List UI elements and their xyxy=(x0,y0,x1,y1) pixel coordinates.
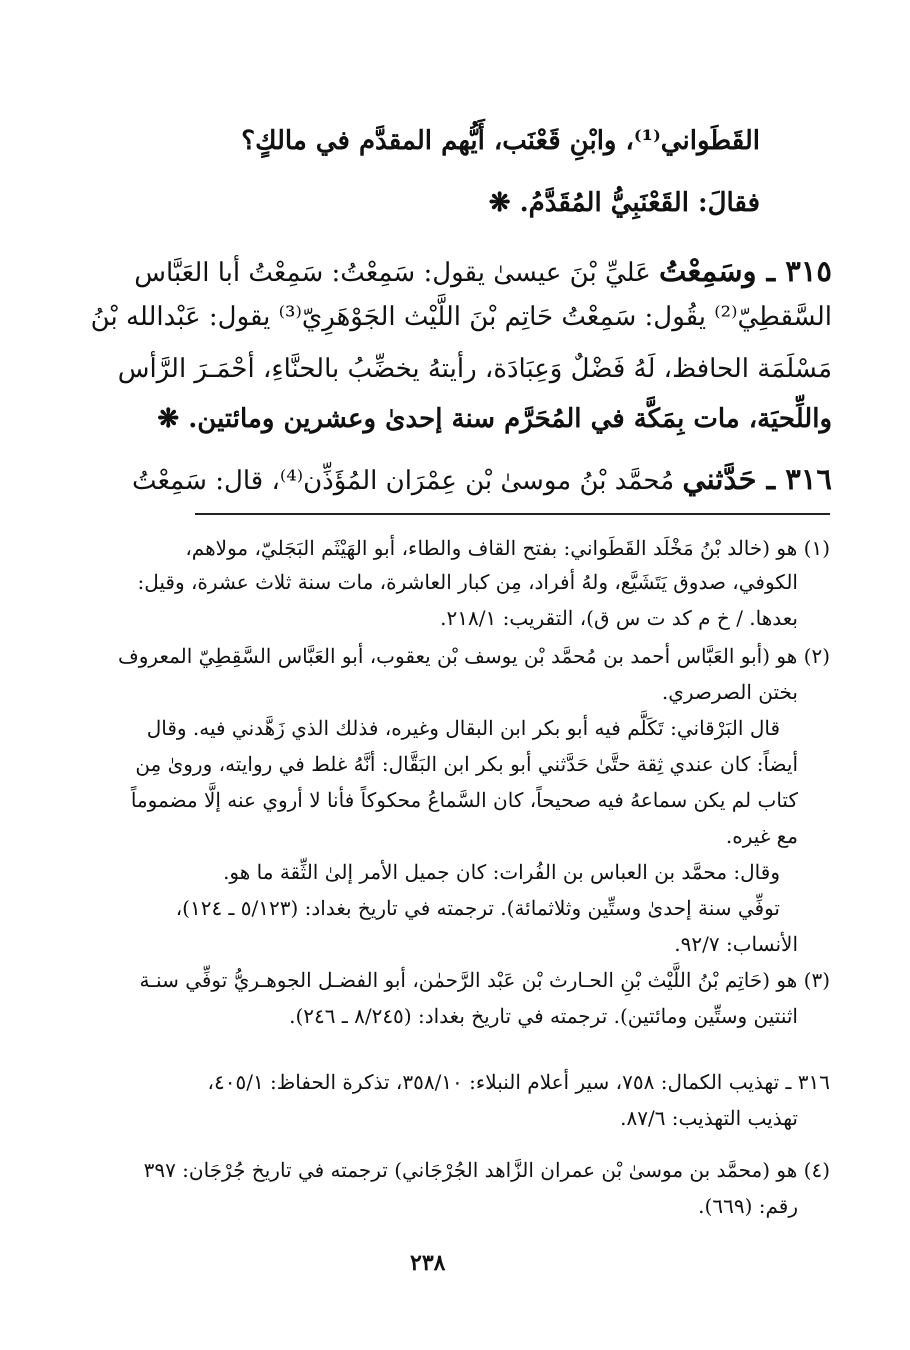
footnote-2-line-6: مع غيره. xyxy=(725,824,798,848)
entry-315-line xyxy=(134,254,832,288)
entry-315-heading: ٣١٥ ـ وسَمِعْتُ xyxy=(659,254,832,288)
note-316-line-2: تهذيب التهذيب: ٨٧/٦. xyxy=(620,1106,798,1130)
footnote-2-line-2: بختن الصرصري. xyxy=(661,680,798,704)
footnote-2-line-9: الأنساب: ٩٢/٧. xyxy=(674,932,798,956)
main-line-2: فقالَ: القَعْنَبِيُّ المُقَدَّمُ. ❋ xyxy=(488,188,760,218)
footnote-2-line-1: (٢) هو (أبو العَبَّاس أحمد بن مُحمَّد بْن يوسف بْن يعقوب، أبو العَبَّاس السَّقِطِيّ المعروف xyxy=(118,644,830,668)
main-line-4: السَّقطِيّ⁽²⁾ يقُول: سَمِعْتُ حَاتِم بْنَ اللَّيْث الجَوْهَرِيّ⁽³⁾ يقول: عَبْدالله بْنُ xyxy=(90,302,832,332)
footnote-divider xyxy=(195,513,830,515)
main-line-5: مَسْلَمَة الحافظ، لَهُ فَضْلٌ وَعِبَادَة، رأيتهُ يخضِّبُ بالحنَّاءِ، أحْمَـرَ الرَّأس xyxy=(117,354,832,384)
footnote-4-line-2: رقم: (٦٦٩). xyxy=(698,1194,798,1218)
footnote-3-line-2: اثنتين وستِّين ومائتين). ترجمته في تاريخ بغداد: (٨/٢٤٥ ـ ٢٤٦). xyxy=(289,1004,798,1028)
entry-316-text: مُحمَّد بْنُ موسىٰ بْن عِمْرَان المُؤَذِّن⁽⁴⁾، قال: سَمِعْتُ xyxy=(132,466,675,496)
footnote-2-line-8: توفِّي سنة إحدىٰ وستِّين وثلاثمائة). ترجمته في تاريخ بغداد: (٥/١٢٣ ـ ١٢٤)، xyxy=(175,896,780,920)
main-line-1: القَطَواني⁽¹⁾، وابْنِ قَعْنَب، أَيُّهم المقدَّم في مالكٍ؟ xyxy=(241,126,760,156)
note-316-line-1: ٣١٦ ـ تهذيب الكمال: ٧٥٨، سير أعلام النبلاء: ٣٥٨/١٠، تذكرة الحفاظ: ٤٠٥/١، xyxy=(207,1070,830,1094)
footnote-2-line-3: قال البَرْقاني: تَكَلَّم فيه أبو بكر ابن البقال وغيره، فذلك الذي زَهَّدني فيه. وقال xyxy=(146,716,780,740)
entry-315-text: عَليِّ بْنَ عيسىٰ يقول: سَمِعْتُ: سَمِعْتُ أبا العَبَّاس xyxy=(134,258,651,288)
footnote-1-line-3: بعدها. / خ م كد ت س ق)، التقريب: ٢١٨/١. xyxy=(440,606,798,630)
footnote-1-line-2: الكوفي، صدوق يَتَشَيَّع، ولهُ أفراد، مِن كبار العاشرة، مات سنة ثلاث عشرة، وقيل: xyxy=(137,570,798,594)
footnote-4-line-1: (٤) هو (محمَّد بن موسىٰ بْن عمران الزَّاهد الجُرْجَاني) ترجمته في تاريخ جُرْجَان: ٣٩٧ xyxy=(143,1158,830,1182)
footnote-2-line-5: كتاب لم يكن سماعهُ فيه صحيحاً، كان السَّماعُ محكوكاً فأنا لا أروي عنه إلَّا مضموماً xyxy=(130,788,798,812)
footnote-2-line-7: وقال: محمَّد بن العباس بن الفُرات: كان جميل الأمر إلىٰ الثِّقة ما هو. xyxy=(223,860,780,884)
page-number: ٢٣٨ xyxy=(410,1250,446,1276)
footnote-3-line-1: (٣) هو (حَاتِم بْنُ اللَّيْث بْنِ الحـارث بْن عَبْد الرَّحمٰن، أبو الفضـل الجوهـريُّ توفِّي سنـة xyxy=(139,968,830,992)
main-line-6: واللِّحيَة، مات بِمَكَّة في المُحَرَّم سنة إحدىٰ وعشرين ومائتين. ❋ xyxy=(157,404,832,434)
footnote-2-line-4: أيضاً: كان عندي ثِقة حتَّىٰ حَدَّثني أبو بكر ابن البَقَّال: أنَّهُ غلط في روايته، وروىٰ مِن xyxy=(135,752,798,776)
entry-316-heading: ٣١٦ ـ حَدَّثني xyxy=(682,462,832,496)
footnote-1-line-1: (١) هو (خالد بْنُ مَخْلَد القَطَواني: بفتح القاف والطاء، أبو الهَيْثَم البَجَليّ، مولاهم، xyxy=(185,536,830,560)
entry-316-line xyxy=(132,462,832,496)
